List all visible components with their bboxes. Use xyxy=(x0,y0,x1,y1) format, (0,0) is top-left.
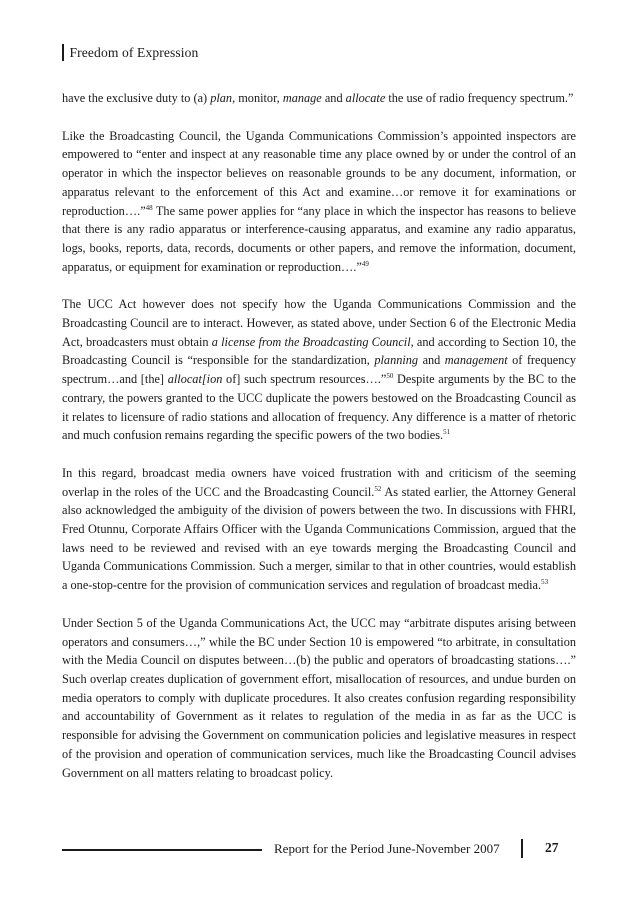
footer-divider xyxy=(521,839,523,858)
footer-rule xyxy=(62,849,262,851)
paragraph-text: The UCC Act however does not specify how the Uganda Communications Commission and the Broadcasting Council are to interact. However, as stated above, under Section 6 of the Electronic Media Act, broadcasters must obtain xyxy=(62,297,576,349)
paragraph-text: Despite arguments by the BC to the contrary, the powers granted to the UCC duplicate the powers bestowed on the Broadcasting Council as it relates to licensure of radio stations and allocation of frequency. Any difference is a matter of rhetoric and much confusion remains regarding the specific powers of the two bodies. xyxy=(62,372,576,443)
paragraph-text: , monitor, xyxy=(232,91,283,105)
body-paragraph xyxy=(62,295,576,445)
paragraph-text: The same power applies for “any place in which the inspector has reasons to believe that there is any radio apparatus or interference-causing apparatus, and examine any radio apparatus, logs, books, reports, data, records, documents or other papers, and remove the information, document, apparatus, or equipment for examination or reproduction….” xyxy=(62,203,576,274)
paragraph-text: have the exclusive duty to (a) xyxy=(62,91,211,105)
page-number: 27 xyxy=(545,840,559,855)
italic-text: a license from the Broadcasting Council xyxy=(211,334,411,349)
italic-text: allocat[ion xyxy=(167,372,223,387)
italic-text: management xyxy=(444,353,508,368)
paragraph-text: and xyxy=(321,91,346,105)
paragraph-text: the use of radio frequency spectrum.” xyxy=(385,91,574,105)
body-paragraph xyxy=(62,614,576,782)
italic-text: plan xyxy=(210,91,233,105)
paragraph-text: , and according to Section 10, the Broadcasting Council is “responsible for the standardization, xyxy=(62,334,577,368)
footnote-ref: 51 xyxy=(443,428,451,437)
body-paragraph xyxy=(62,89,576,108)
paragraph-text: of] such spectrum resources….” xyxy=(222,372,387,387)
paragraph-text: of frequency spectrum…and [the] xyxy=(62,353,576,387)
footnote-ref: 48 xyxy=(145,203,153,212)
running-header xyxy=(62,43,198,62)
italic-text: allocate xyxy=(345,91,386,105)
body-paragraph xyxy=(62,127,576,277)
footnote-ref: 53 xyxy=(541,578,549,587)
paragraph-text: Under Section 5 of the Uganda Communications Act, the UCC may “arbitrate disputes arising between operators and consumers…,” while the BC under Section 10 is empowered “to arbitrate, in consultation with the Media Council on disputes between…(b) the public and operators of broadcasting stations….” Such overlap creates duplication of government effort, misallocation of resources, and undue burden on media operators to comply with duplicate procedures. It also creates confusion regarding responsibility and accountability of Government as it relates to regulation of the media in as far as the UCC is responsible for advising the Government on communication policies and legislative measures in respect of the provision and operation of communication services, much like the Broadcasting Council advises Government on all matters relating to broadcast policy. xyxy=(62,615,576,780)
body-paragraph xyxy=(62,464,576,595)
footnote-ref: 52 xyxy=(374,484,382,493)
header-rule xyxy=(62,44,64,61)
italic-text: manage xyxy=(282,91,322,105)
footnote-ref: 49 xyxy=(361,259,369,268)
body-text xyxy=(62,89,576,801)
footer-report-title: Report for the Period June-November 2007 xyxy=(274,841,500,856)
paragraph-text: and xyxy=(418,353,445,368)
italic-text: planning xyxy=(374,353,419,368)
paragraph-text: As stated earlier, the Attorney General also acknowledged the ambiguity of the division of powers between the two. In discussions with FHRI, Fred Otunnu, Corporate Affairs Officer with the Uganda Communications Commission, argued that the laws need to be reviewed and revised with an eye towards merging the Broadcasting Council and Uganda Communications Commission. Such a merger, similar to that in other countries, would establish a one-stop-centre for the provision of communication services and regulation of broadcast media. xyxy=(62,484,576,593)
paragraph-text: In this regard, broadcast media owners have voiced frustration with and criticism of the seeming overlap in the roles of the UCC and the Broadcasting Council. xyxy=(62,465,576,499)
header-title: Freedom of Expression xyxy=(69,44,199,60)
paragraph-text: Like the Broadcasting Council, the Uganda Communications Commission’s appointed inspectors are empowered to “enter and inspect at any reasonable time any place owned by or under the control of an operator in which the inspector believes on reasonable grounds to be any document, information, or apparatus relevant to the enforcement of this Act and examine…or remove it for examinations or reproduction….” xyxy=(62,128,576,218)
footnote-ref: 50 xyxy=(386,372,394,381)
